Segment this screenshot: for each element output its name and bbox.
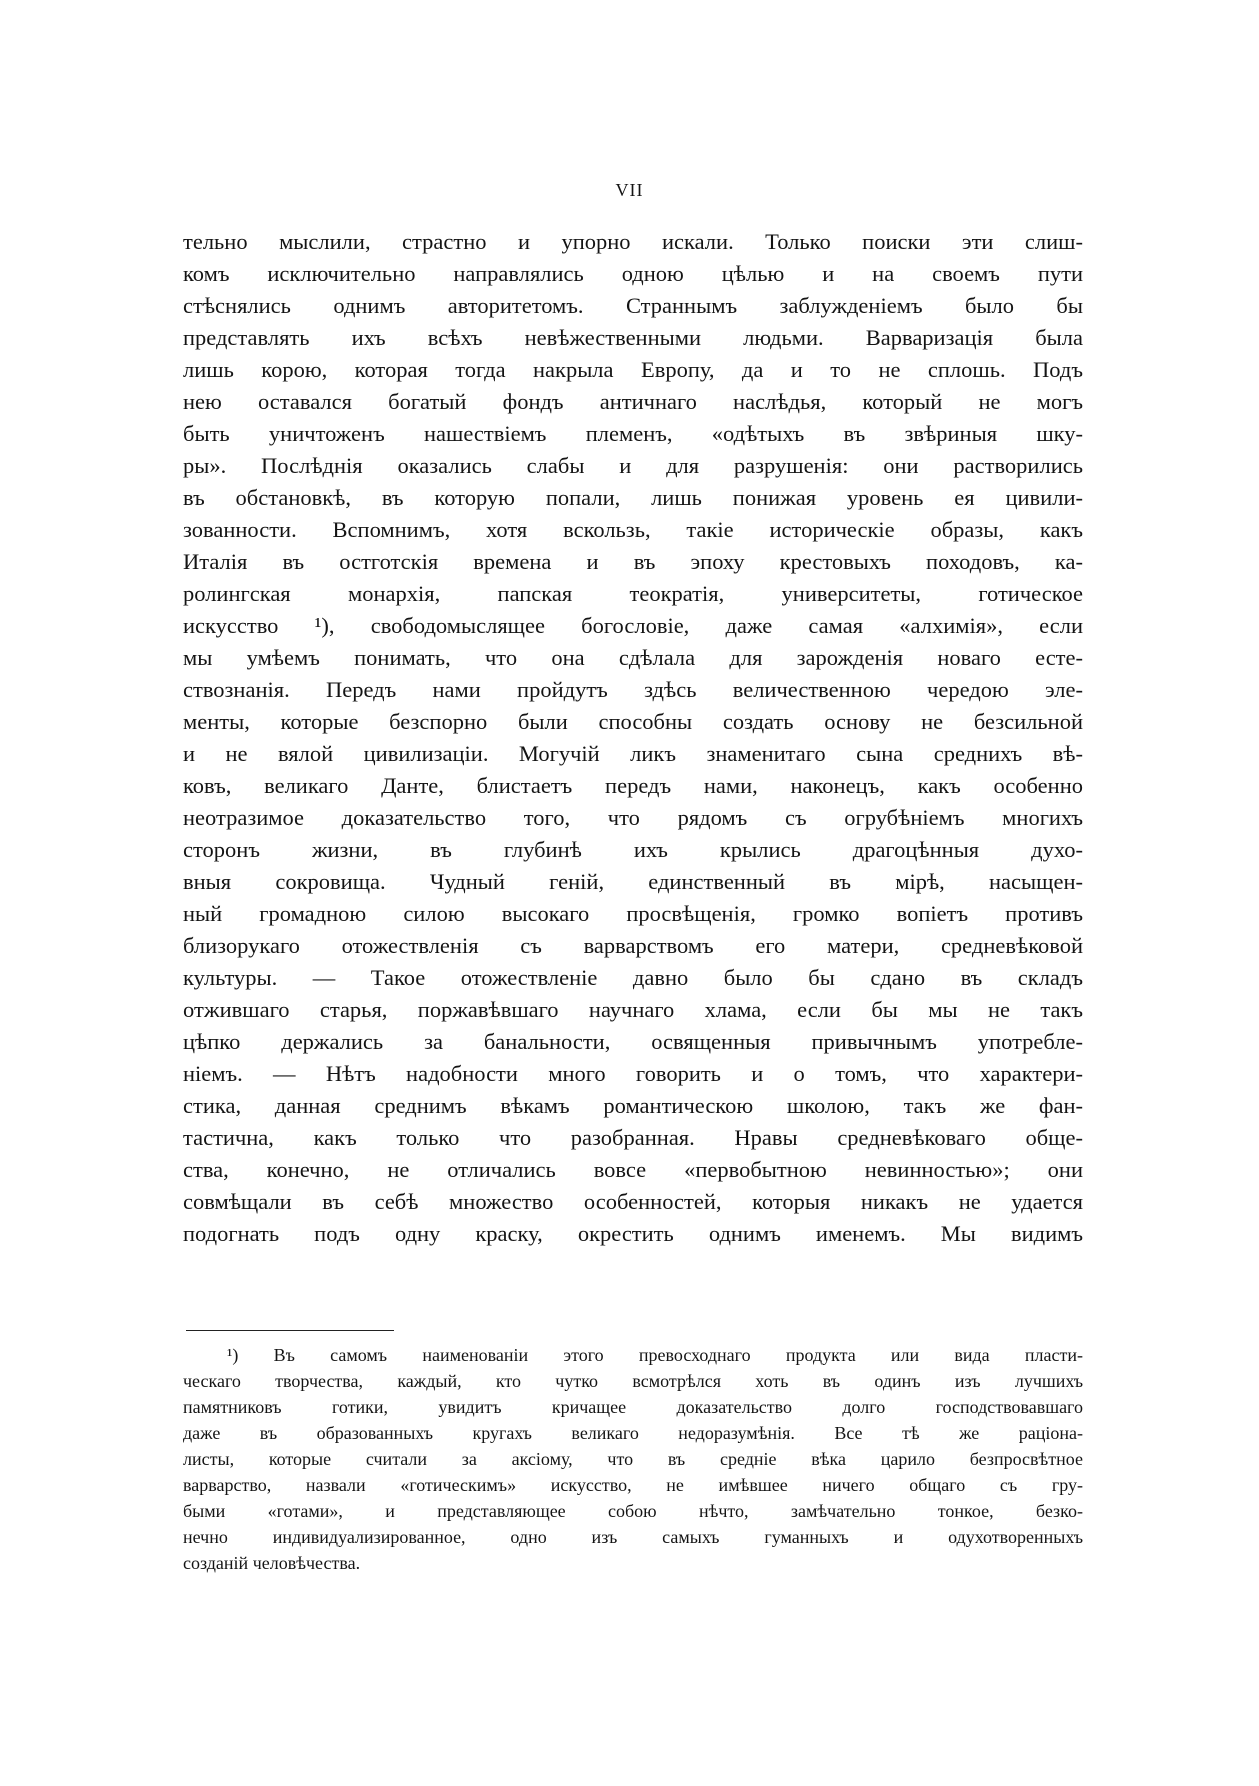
footnote-line: ¹) Въ самомъ наименованіи этого превосходнаго продукта или вида пласти- [227, 1345, 1083, 1365]
footnote-line: быми «готами», и представляющее собою нѣчто, замѣчательно тонкое, безко- [183, 1501, 1083, 1521]
footnote-line: даже въ образованныхъ кругахъ великаго недоразумѣнія. Все тѣ же раціона- [183, 1423, 1083, 1443]
footnote [183, 1342, 1083, 1576]
footnote-line: созданій человѣчества. [183, 1553, 361, 1573]
page-number: VII [615, 180, 644, 200]
text-line: неотразимое доказательство того, что рядомъ съ огрубѣніемъ многихъ [183, 805, 1083, 830]
text-line: и не вялой цивилизаціи. Могучій ликъ знаменитаго сына среднихъ вѣ- [183, 741, 1083, 766]
text-line: стика, данная среднимъ вѣкамъ романтическою школою, такъ же фан- [183, 1093, 1083, 1118]
text-line: подогнать подъ одну краску, окрестить однимъ именемъ. Мы видимъ [183, 1221, 1083, 1246]
text-line: тастична, какъ только что разобранная. Нравы средневѣковаго обще- [183, 1125, 1083, 1150]
text-line: культуры. — Такое отожествленіе давно было бы сдано въ складъ [183, 965, 1083, 990]
text-line: ства, конечно, не отличались вовсе «первобытною невинностью»; они [183, 1157, 1083, 1182]
text-line: зованности. Вспомнимъ, хотя вскользь, такіе историческіе образы, какъ [183, 517, 1083, 542]
text-line: отжившаго старья, поржавѣвшаго научнаго хлама, если бы мы не такъ [183, 997, 1083, 1022]
text-line: ролингская монархія, папская теократія, университеты, готическое [183, 581, 1083, 606]
footnote-line: варварство, назвали «готическимъ» искусство, не имѣвшее ничего общаго съ гру- [183, 1475, 1083, 1495]
text-line: ковъ, великаго Данте, блистаетъ передъ нами, наконецъ, какъ особенно [183, 773, 1083, 798]
text-line: совмѣщали въ себѣ множество особенностей, которыя никакъ не удается [183, 1189, 1083, 1214]
text-line: лишь корою, которая тогда накрыла Европу, да и то не сплошь. Подъ [183, 357, 1083, 382]
text-line: Италія въ остготскія времена и въ эпоху крестовыхъ походовъ, ка- [183, 549, 1083, 574]
footnote-divider [186, 1330, 394, 1331]
footnote-line: нечно индивидуализированное, одно изъ самыхъ гуманныхъ и одухотворенныхъ [183, 1527, 1083, 1547]
text-line: искусство ¹), свободомыслящее богословіе, даже самая «алхимія», если [183, 613, 1083, 638]
text-line: тельно мыслили, страстно и упорно искали. Только поиски эти слиш- [183, 229, 1083, 254]
text-line: нею оставался богатый фондъ античнаго наслѣдья, который не могъ [183, 389, 1083, 414]
text-line: вныя сокровища. Чудный геній, единственный въ мірѣ, насыщен- [183, 869, 1083, 894]
text-line: ры». Послѣднія оказались слабы и для разрушенія: они растворились [183, 453, 1083, 478]
text-line: сторонъ жизни, въ глубинѣ ихъ крылись драгоцѣнныя духо- [183, 837, 1083, 862]
footnote-line: листы, которые считали за аксіому, что въ средніе вѣка царило безпросвѣтное [183, 1449, 1083, 1469]
text-line: стѣснялись однимъ авторитетомъ. Страннымъ заблужденіемъ было бы [183, 293, 1083, 318]
text-line: ніемъ. — Нѣтъ надобности много говорить и о томъ, что характери- [183, 1061, 1083, 1086]
text-line: цѣпко держались за банальности, освященныя привычнымъ употребле- [183, 1029, 1083, 1054]
text-line: ствознанія. Передъ нами пройдутъ здѣсь величественною чередою эле- [183, 677, 1083, 702]
text-line: близорукаго отожествленія съ варварствомъ его матери, средневѣковой [183, 933, 1083, 958]
main-text [183, 226, 1083, 1250]
text-line: менты, которые безспорно были способны создать основу не безсильной [183, 709, 1083, 734]
footnote-line: памятниковъ готики, увидитъ кричащее доказательство долго господствовавшаго [183, 1397, 1083, 1417]
text-line: представлять ихъ всѣхъ невѣжественными людьми. Варваризація была [183, 325, 1083, 350]
text-line: быть уничтоженъ нашествіемъ племенъ, «одѣтыхъ въ звѣриныя шку- [183, 421, 1083, 446]
text-line: ный громадною силою высокаго просвѣщенія, громко вопіетъ противъ [183, 901, 1083, 926]
text-line: мы умѣемъ понимать, что она сдѣлала для зарожденія новаго есте- [183, 645, 1083, 670]
text-line: въ обстановкѣ, въ которую попали, лишь понижая уровень ея цивили- [183, 485, 1083, 510]
footnote-line: ческаго творчества, каждый, кто чутко всмотрѣлся хоть въ одинъ изъ лучшихъ [183, 1371, 1083, 1391]
text-line: комъ исключительно направлялись одною цѣлью и на своемъ пути [183, 261, 1083, 286]
